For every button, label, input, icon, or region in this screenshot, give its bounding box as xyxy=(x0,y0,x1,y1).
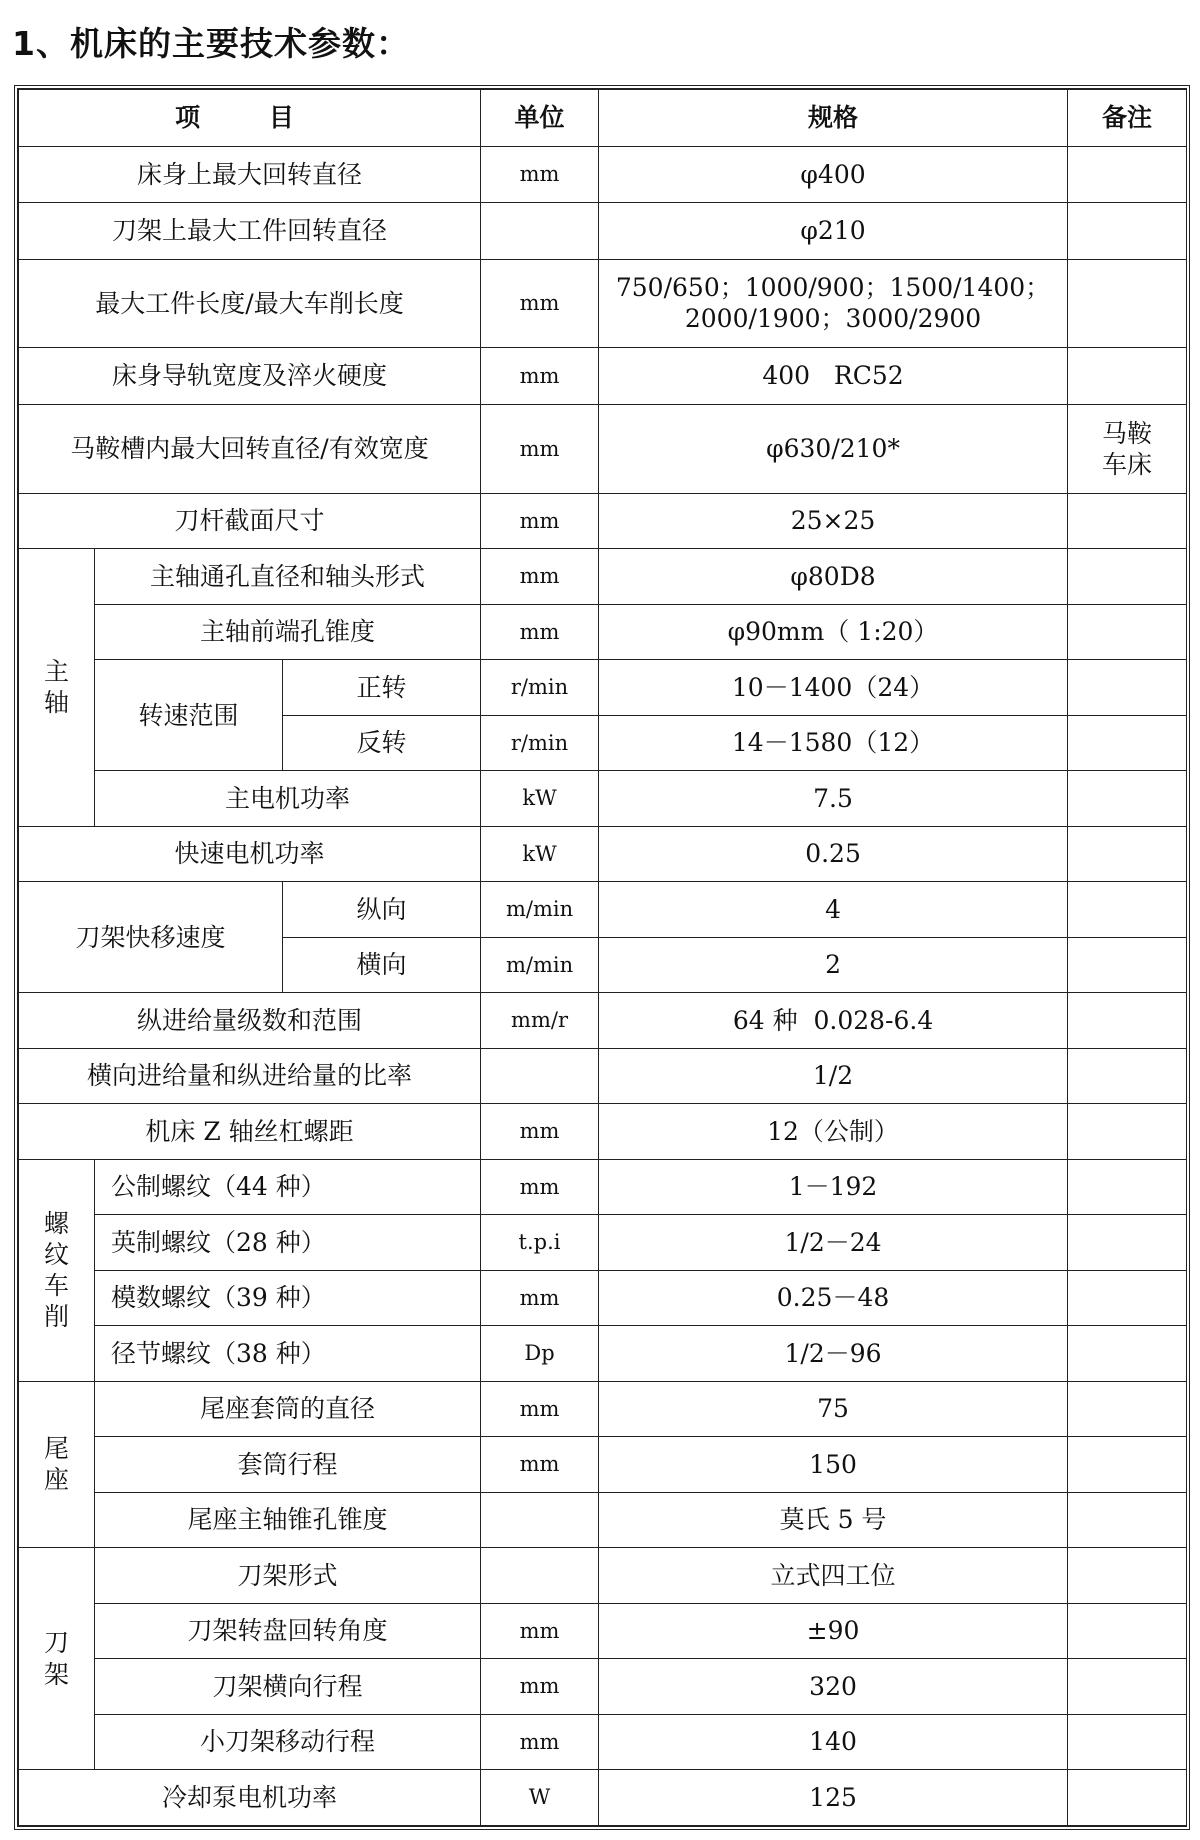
table-row xyxy=(19,1104,1187,1160)
unit-cell: t.p.i xyxy=(481,1215,599,1271)
note-cell xyxy=(1068,771,1187,827)
item-cell: 床身导轨宽度及淬火硬度 xyxy=(19,348,481,405)
item-cell: 快速电机功率 xyxy=(19,826,481,882)
note-cell xyxy=(1068,1770,1187,1826)
spec-cell: 140 xyxy=(599,1714,1068,1770)
unit-cell: mm/r xyxy=(481,993,599,1049)
unit-cell: mm xyxy=(481,549,599,605)
item-cell: 套筒行程 xyxy=(95,1437,481,1493)
note-cell xyxy=(1068,604,1187,660)
item-cell: 尾座主轴锥孔锥度 xyxy=(95,1492,481,1548)
unit-cell: mm xyxy=(481,146,599,203)
note-cell xyxy=(1068,259,1187,348)
item-cell: 刀架形式 xyxy=(95,1548,481,1604)
note-cell xyxy=(1068,937,1187,993)
spec-cell: φ400 xyxy=(599,146,1068,203)
unit-cell: kW xyxy=(481,826,599,882)
note-cell xyxy=(1068,1603,1187,1659)
table-row xyxy=(19,348,1187,405)
spec-cell: φ630/210* xyxy=(599,404,1068,493)
spec-cell: φ90mm（ 1:20） xyxy=(599,604,1068,660)
note-cell xyxy=(1068,1548,1187,1604)
item-cell: 纵进给量级数和范围 xyxy=(19,993,481,1049)
spec-cell: 1－192 xyxy=(599,1159,1068,1215)
note-cell xyxy=(1068,660,1187,716)
note-cell xyxy=(1068,493,1187,549)
unit-cell: mm xyxy=(481,1104,599,1160)
table-row xyxy=(19,549,1187,605)
unit-cell: mm xyxy=(481,1437,599,1493)
note-cell xyxy=(1068,1437,1187,1493)
unit-cell: Dp xyxy=(481,1326,599,1382)
unit-cell xyxy=(481,203,599,260)
spec-cell: 14－1580（12） xyxy=(599,715,1068,771)
spec-cell: 7.5 xyxy=(599,771,1068,827)
spec-cell: ±90 xyxy=(599,1603,1068,1659)
table-row xyxy=(19,1437,1187,1493)
table-row xyxy=(19,1714,1187,1770)
item-cell: 最大工件长度/最大车削长度 xyxy=(19,259,481,348)
unit-cell xyxy=(481,1048,599,1104)
table-row xyxy=(19,604,1187,660)
table-row xyxy=(19,1770,1187,1826)
note-cell xyxy=(1068,1159,1187,1215)
section-heading: 1、机床的主要技术参数： xyxy=(12,24,410,63)
spec-cell: 400 RC52 xyxy=(599,348,1068,405)
spec-cell: 1/2－24 xyxy=(599,1215,1068,1271)
note-cell xyxy=(1068,1326,1187,1382)
item-cell: 横向 xyxy=(283,937,481,993)
spec-cell: 4 xyxy=(599,882,1068,938)
spec-cell: φ80D8 xyxy=(599,549,1068,605)
table-row xyxy=(19,1603,1187,1659)
item-cell: 横向进给量和纵进给量的比率 xyxy=(19,1048,481,1104)
item-cell: 床身上最大回转直径 xyxy=(19,146,481,203)
note-cell xyxy=(1068,1492,1187,1548)
table-row xyxy=(19,1381,1187,1437)
unit-cell: mm xyxy=(481,1381,599,1437)
note-cell xyxy=(1068,404,1187,493)
note-cell xyxy=(1068,1215,1187,1271)
table-row xyxy=(19,993,1187,1049)
spec-cell: 12（公制） xyxy=(599,1104,1068,1160)
header-unit: 单位 xyxy=(481,90,599,147)
item-cell: 刀架上最大工件回转直径 xyxy=(19,203,481,260)
note-cell xyxy=(1068,826,1187,882)
group-label-spindle: 主 轴 xyxy=(19,549,95,827)
table-row xyxy=(19,826,1187,882)
item-cell: 刀架转盘回转角度 xyxy=(95,1603,481,1659)
unit-cell: mm xyxy=(481,1659,599,1715)
note-cell xyxy=(1068,715,1187,771)
spec-cell: 0.25－48 xyxy=(599,1270,1068,1326)
table-row xyxy=(19,660,1187,716)
spec-cell: 150 xyxy=(599,1437,1068,1493)
header-note: 备注 xyxy=(1068,90,1187,147)
item-cell: 主轴通孔直径和轴头形式 xyxy=(95,549,481,605)
spec-line: 2000/1900；3000/2900 xyxy=(684,304,982,334)
item-cell: 马鞍槽内最大回转直径/有效宽度 xyxy=(19,404,481,493)
table-row xyxy=(19,1548,1187,1604)
spec-cell: 25×25 xyxy=(599,493,1068,549)
note-cell xyxy=(1068,1659,1187,1715)
group-label-threads: 螺 纹 车 削 xyxy=(19,1159,95,1381)
unit-cell: mm xyxy=(481,259,599,348)
unit-cell xyxy=(481,1548,599,1604)
table-row xyxy=(19,1659,1187,1715)
item-cell: 正转 xyxy=(283,660,481,716)
note-cell xyxy=(1068,549,1187,605)
header-item: 项 目 xyxy=(19,90,481,147)
item-cell: 刀杆截面尺寸 xyxy=(19,493,481,549)
table-row xyxy=(19,1048,1187,1104)
spec-cell: φ210 xyxy=(599,203,1068,260)
item-cell: 英制螺纹（28 种） xyxy=(95,1215,481,1271)
group-label-tailstock: 尾 座 xyxy=(19,1381,95,1548)
spec-cell: 莫氏 5 号 xyxy=(599,1492,1068,1548)
table-row xyxy=(19,771,1187,827)
note-cell xyxy=(1068,1104,1187,1160)
item-cell: 冷却泵电机功率 xyxy=(19,1770,481,1826)
spec-cell: 320 xyxy=(599,1659,1068,1715)
unit-cell xyxy=(481,1492,599,1548)
unit-cell: mm xyxy=(481,404,599,493)
spec-cell: 64 种 0.028-6.4 xyxy=(599,993,1068,1049)
unit-cell: mm xyxy=(481,1159,599,1215)
spec-cell xyxy=(599,259,1068,348)
spec-table xyxy=(18,89,1187,1826)
rapid-traverse-label: 刀架快移速度 xyxy=(19,882,283,993)
note-cell xyxy=(1068,203,1187,260)
item-cell: 纵向 xyxy=(283,882,481,938)
unit-cell: m/min xyxy=(481,937,599,993)
item-cell: 主轴前端孔锥度 xyxy=(95,604,481,660)
item-cell: 反转 xyxy=(283,715,481,771)
item-cell: 公制螺纹（44 种） xyxy=(95,1159,481,1215)
table-row xyxy=(19,146,1187,203)
item-cell: 尾座套筒的直径 xyxy=(95,1381,481,1437)
spec-cell: 125 xyxy=(599,1770,1068,1826)
spec-cell: 2 xyxy=(599,937,1068,993)
note-cell xyxy=(1068,1270,1187,1326)
spec-table-frame xyxy=(14,85,1190,1830)
unit-cell: mm xyxy=(481,348,599,405)
group-label-toolpost: 刀 架 xyxy=(19,1548,95,1770)
unit-cell: mm xyxy=(481,1714,599,1770)
unit-cell: m/min xyxy=(481,882,599,938)
unit-cell: W xyxy=(481,1770,599,1826)
table-row xyxy=(19,203,1187,260)
unit-cell: r/min xyxy=(481,660,599,716)
spec-cell: 0.25 xyxy=(599,826,1068,882)
item-cell: 小刀架移动行程 xyxy=(95,1714,481,1770)
note-line: 马鞍 xyxy=(1102,418,1153,448)
table-row xyxy=(19,259,1187,348)
table-row xyxy=(19,1492,1187,1548)
unit-cell: mm xyxy=(481,1603,599,1659)
item-cell: 机床 Z 轴丝杠螺距 xyxy=(19,1104,481,1160)
spec-cell: 10－1400（24） xyxy=(599,660,1068,716)
note-cell xyxy=(1068,1381,1187,1437)
unit-cell: kW xyxy=(481,771,599,827)
item-cell: 径节螺纹（38 种） xyxy=(95,1326,481,1382)
spec-cell: 1/2 xyxy=(599,1048,1068,1104)
spec-line: 750/650；1000/900；1500/1400； xyxy=(615,273,1051,303)
note-cell xyxy=(1068,348,1187,405)
header-spec: 规格 xyxy=(599,90,1068,147)
note-cell xyxy=(1068,1048,1187,1104)
note-cell xyxy=(1068,1714,1187,1770)
note-cell xyxy=(1068,882,1187,938)
spec-cell: 1/2－96 xyxy=(599,1326,1068,1382)
speed-range-label: 转速范围 xyxy=(95,660,283,771)
note-line: 车床 xyxy=(1102,449,1153,479)
table-row xyxy=(19,882,1187,938)
table-row xyxy=(19,1159,1187,1215)
unit-cell: mm xyxy=(481,604,599,660)
item-cell: 主电机功率 xyxy=(95,771,481,827)
table-row xyxy=(19,1326,1187,1382)
header-row xyxy=(19,90,1187,147)
table-row xyxy=(19,1270,1187,1326)
table-row xyxy=(19,1215,1187,1271)
unit-cell: r/min xyxy=(481,715,599,771)
unit-cell: mm xyxy=(481,493,599,549)
note-cell xyxy=(1068,146,1187,203)
note-cell xyxy=(1068,993,1187,1049)
item-cell: 模数螺纹（39 种） xyxy=(95,1270,481,1326)
unit-cell: mm xyxy=(481,1270,599,1326)
spec-cell: 立式四工位 xyxy=(599,1548,1068,1604)
table-row xyxy=(19,404,1187,493)
item-cell: 刀架横向行程 xyxy=(95,1659,481,1715)
spec-cell: 75 xyxy=(599,1381,1068,1437)
table-row xyxy=(19,493,1187,549)
